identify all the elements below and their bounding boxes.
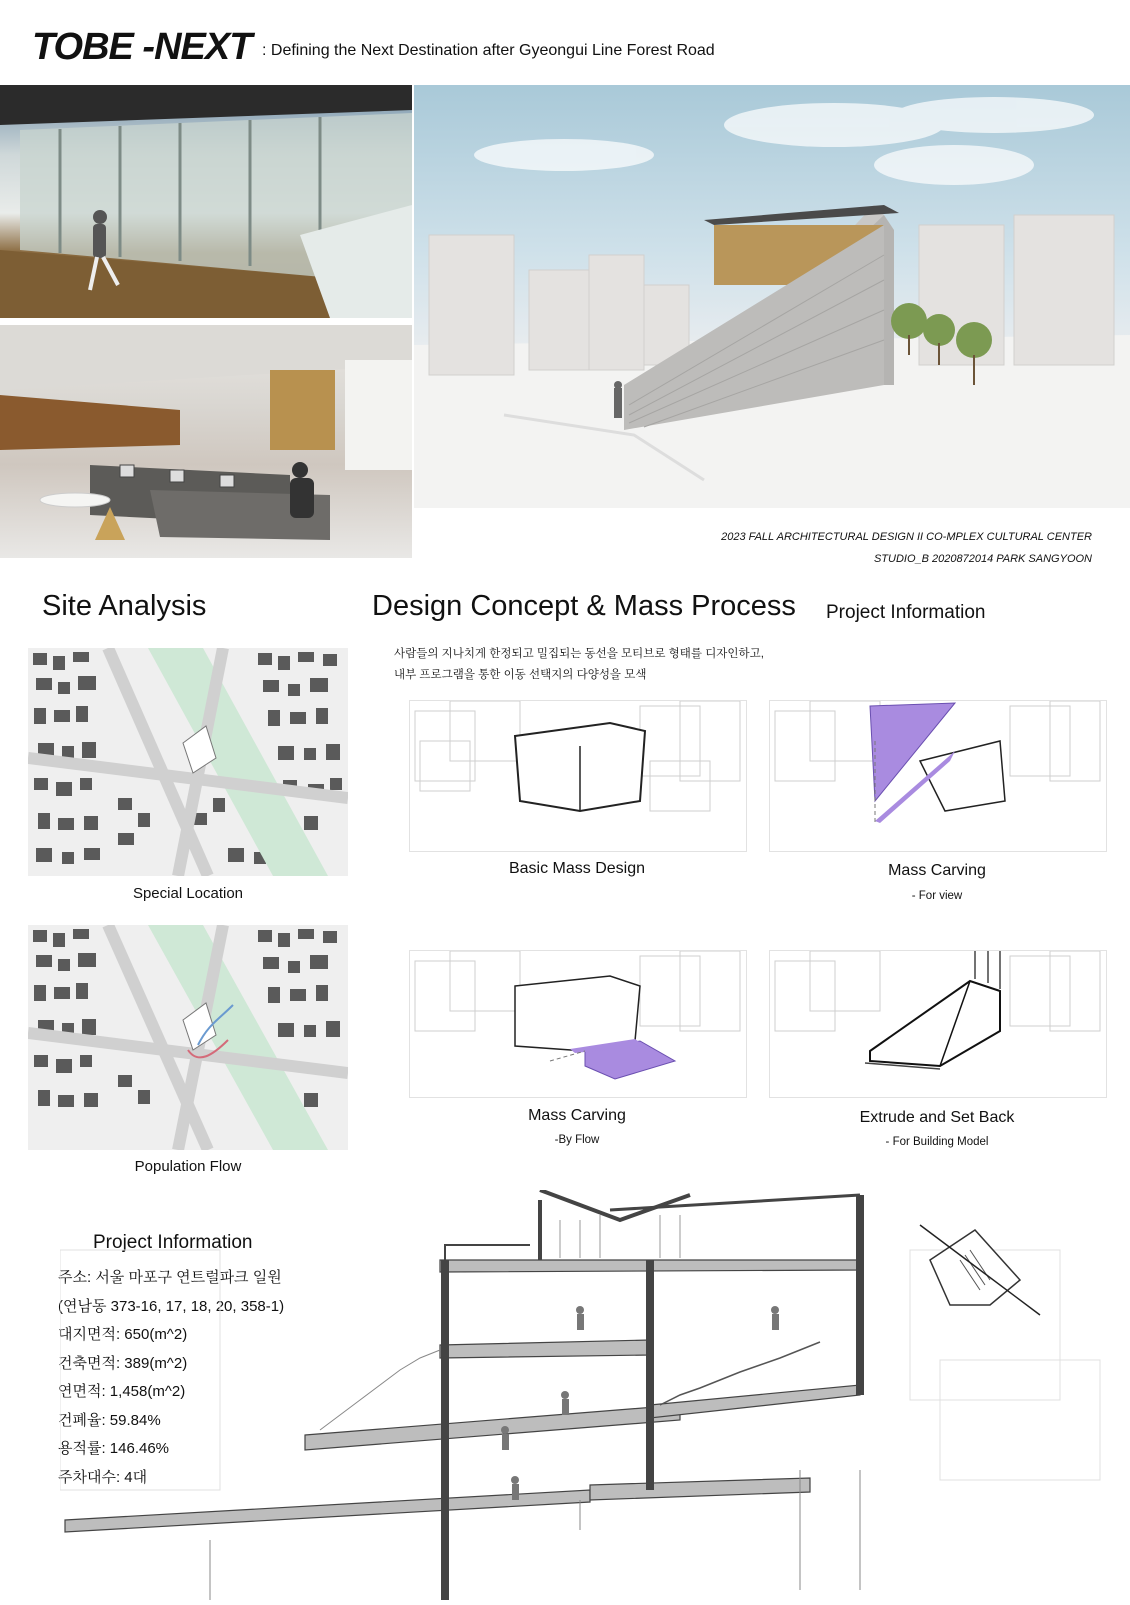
project-subtitle: : Defining the Next Destination after Gyeongui Line Forest Road [262,42,715,59]
map-caption-population-flow: Population Flow [134,1158,242,1175]
course-credit: 2023 FALL ARCHITECTURAL DESIGN II CO-MPLEX CULTURAL CENTER [721,531,1092,543]
project-info-title: Project Information [93,1232,253,1253]
caption-extrude-set-back: Extrude and Set Back [859,1109,1015,1126]
project-information-heading: Project Information [826,602,986,623]
project-info-lot-numbers: (연남동 373-16, 17, 18, 20, 358-1) [58,1297,285,1315]
project-info-site-area: 대지면적: 650(m^2) [58,1326,188,1343]
diagram-mass-carving-flow [409,950,747,1098]
caption-basic-mass-design: Basic Mass Design [508,860,646,877]
design-concept-heading: Design Concept & Mass Process [372,590,796,622]
project-title: TOBE -NEXT [32,26,252,68]
project-info-total-floor-area: 연면적: 1,458(m^2) [58,1383,186,1400]
project-info-building-area: 건축면적: 389(m^2) [58,1354,188,1372]
map-caption-special-location: Special Location [132,885,244,902]
sub-mass-carving-flow: -By Flow [554,1134,600,1146]
student-credit: STUDIO_B 2020872014 PARK SANGYOON [873,553,1092,565]
project-info-address: 주소: 서울 마포구 연트럴파크 일원 [58,1269,282,1286]
diagram-extrude-set-back [769,950,1107,1098]
concept-description [394,644,774,686]
caption-mass-carving-flow: Mass Carving [528,1107,626,1124]
diagram-mass-carving-view [769,700,1107,852]
project-info-parking: 주차대수: 4대 [58,1468,148,1486]
project-info-coverage-ratio: 건폐율: 59.84% [58,1411,161,1429]
sub-mass-carving-view: - For view [911,890,963,902]
project-info-floor-area-ratio: 용적률: 146.46% [58,1440,170,1457]
sub-extrude-set-back: - For Building Model [885,1136,989,1148]
interior-render-glass-hall [0,85,412,318]
diagram-basic-mass [409,700,747,852]
concept-line-2: 내부 프로그램을 통한 이동 선택지의 다양성을 모색 [394,669,647,681]
concept-line-1: 사람들의 지나치게 한정되고 밀집되는 동선을 모티브로 형태를 디자인하고, [394,648,764,660]
interior-render-lounge [0,325,412,558]
site-map-population-flow [28,925,348,1150]
site-analysis-heading: Site Analysis [42,590,207,622]
site-map-special-location [28,648,348,876]
sectional-perspective-drawing [60,1190,1110,1600]
exterior-render-main [414,85,1130,508]
caption-mass-carving-view: Mass Carving [888,862,986,879]
